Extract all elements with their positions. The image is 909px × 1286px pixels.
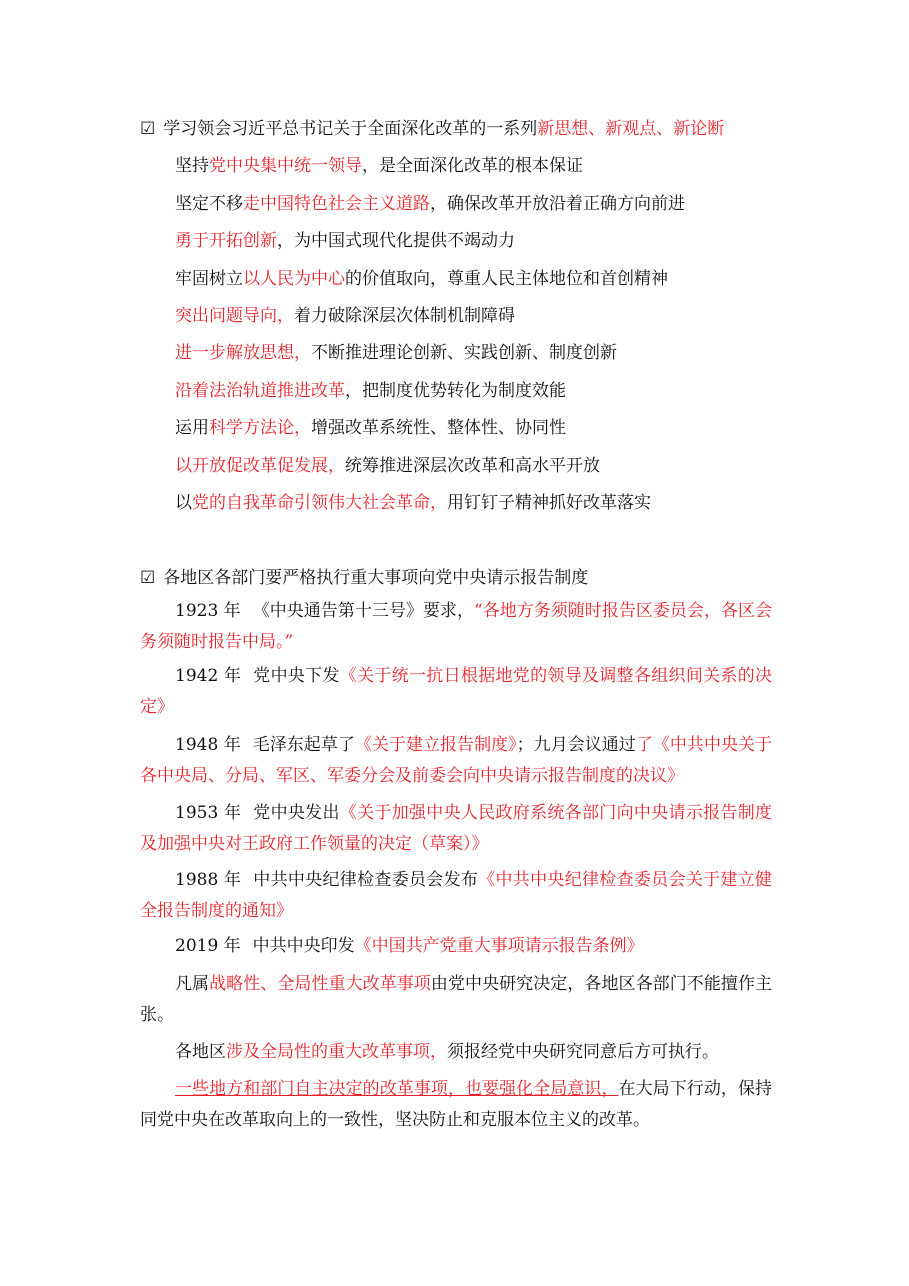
history-year: 1988 年 — [175, 870, 242, 890]
history-entry: 1948 年 毛泽东起草了《关于建立报告制度》；九月会议通过了《中共中央关于各中央局、分局、军区、军委分会及前委会向中央请示报告制度的决议》 — [140, 735, 773, 786]
history-year: 2019 年 — [175, 936, 241, 956]
history-entry: 1942 年 党中央下发《关于统一抗日根据地党的领导及调整各组织间关系的决定》 — [140, 666, 773, 717]
principle-item: 坚持党中央集中统一领导，是全面深化改革的根本保证 — [175, 156, 583, 176]
paragraph-strategic: 凡属战略性、全局性重大改革事项由党中央研究决定，各地区各部门不能擅作主张。 — [140, 974, 773, 1025]
paragraph-overall: 各地区涉及全局性的重大改革事项，须报经党中央研究同意后方可执行。 — [175, 1042, 719, 1062]
principle-item: 突出问题导向，着力破除深层次体制机制障碍 — [175, 306, 515, 326]
section2-heading — [140, 563, 588, 588]
history-entry: 1923 年 《中央通告第十三号》要求，“各地方务须随时报告区委员会，各区会务须随时报告中局。” — [140, 601, 773, 652]
section1-heading — [140, 114, 724, 139]
history-year: 1953 年 — [175, 803, 242, 823]
checkbox-icon: ☑ — [140, 568, 156, 588]
paragraph-local: 一些地方和部门自主决定的改革事项，也要强化全局意识，在大局下行动，保持同党中央在改革取向上的一致性，坚决防止和克服本位主义的改革。 — [140, 1079, 773, 1130]
history-year: 1942 年 — [175, 666, 242, 686]
principle-item: 勇于开拓创新，为中国式现代化提供不竭动力 — [175, 231, 515, 251]
principle-item: 以开放促改革促发展，统筹推进深层次改革和高水平开放 — [175, 456, 600, 476]
history-entry: 1953 年 党中央发出《关于加强中央人民政府系统各部门向中央请示报告制度及加强中央对王政府工作领量的决定（草案）》 — [140, 803, 773, 854]
history-year: 1923 年 — [175, 601, 241, 621]
principle-item: 沿着法治轨道推进改革，把制度优势转化为制度效能 — [175, 381, 566, 401]
principle-item: 运用科学方法论，增强改革系统性、整体性、协同性 — [175, 418, 566, 438]
principle-item: 以党的自我革命引领伟大社会革命，用钉钉子精神抓好改革落实 — [175, 493, 651, 513]
section1-heading-text: 学习领会习近平总书记关于全面深化改革的一系列 — [163, 119, 538, 139]
section2-heading-text: 各地区各部门要严格执行重大事项向党中央请示报告制度 — [163, 568, 589, 588]
section1-heading-highlight: 新思想、新观点、新论断 — [537, 119, 725, 139]
principle-item: 进一步解放思想，不断推进理论创新、实践创新、制度创新 — [175, 343, 617, 363]
history-entry: 2019 年 中共中央印发《中国共产党重大事项请示报告条例》 — [175, 936, 644, 956]
history-entry: 1988 年 中共中央纪律检查委员会发布《中共中央纪律检查委员会关于建立健全报告制度的通知》 — [140, 870, 773, 921]
checkbox-icon: ☑ — [140, 119, 156, 139]
history-year: 1948 年 — [175, 735, 241, 755]
principle-item: 牢固树立以人民为中心的价值取向，尊重人民主体地位和首创精神 — [175, 269, 668, 289]
principle-item: 坚定不移走中国特色社会主义道路，确保改革开放沿着正确方向前进 — [175, 194, 685, 214]
